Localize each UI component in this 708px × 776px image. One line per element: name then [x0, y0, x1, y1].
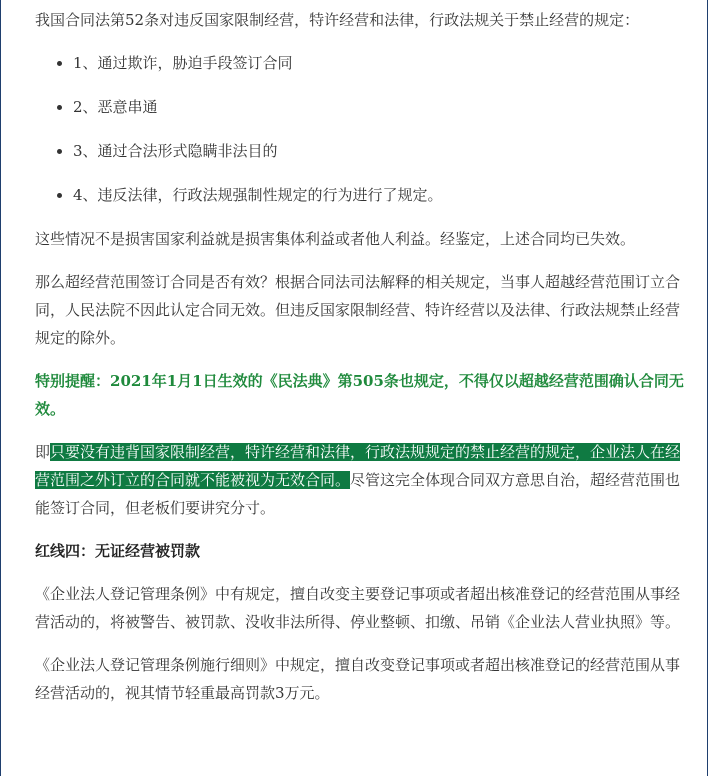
rules-paragraph: 《企业法人登记管理条例施行细则》中规定，擅自改变登记事项或者超出核准登记的经营范围从事经营活动的，视其情节轻重最高罚款3万元。	[35, 656, 681, 702]
violation-list	[35, 49, 687, 209]
invalid-paragraph: 这些情况不是损害国家利益就是损害集体利益或者他人利益。经鉴定，上述合同均已失效。	[35, 230, 636, 248]
list-item: • 4、违反法律，行政法规强制性规定的行为进行了规定。	[73, 181, 687, 209]
intro-paragraph: 我国合同法第52条对违反国家限制经营，特许经营和法律，行政法规关于禁止经营的规定：	[35, 11, 640, 29]
list-item: • 3、通过合法形式隐瞒非法目的	[73, 137, 687, 165]
special-reminder: 特别提醒：2021年1月1日生效的《民法典》第505条也规定，不得仅以超越经营范围确认合同无效。	[35, 372, 684, 418]
article-content	[1, 0, 707, 707]
question-paragraph: 那么超经营范围签订合同是否有效？根据合同法司法解释的相关规定，当事人超越经营范围订立合同，人民法院不因此认定合同无效。但违反国家限制经营、特许经营以及法律、行政法规禁止经营规定的除外。	[35, 273, 681, 347]
list-item: • 2、恶意串通	[73, 93, 687, 121]
highlight-suffix: 尽管这完全体现合同双方意思自治，超经营范围也能签订合同，但老板们要讲究分寸。	[35, 471, 681, 517]
highlight-prefix: 即	[35, 443, 51, 461]
highlighted-text: 只要没有违背国家限制经营，特许经营和法律，行政法规规定的禁止经营的规定，企业法人在经营范围之外订立的合同就不能被视为无效合同。	[35, 443, 681, 489]
list-item: • 1、通过欺诈，胁迫手段签订合同	[73, 49, 687, 77]
highlight-paragraph	[35, 438, 687, 522]
regulation-paragraph: 《企业法人登记管理条例》中有规定，擅自改变主要登记事项或者超出核准登记的经营范围从事经营活动的，将被警告、被罚款、没收非法所得、停业整顿、扣缴、吊销《企业法人营业执照》等。	[35, 585, 681, 631]
section-title: 红线四：无证经营被罚款	[35, 542, 201, 560]
